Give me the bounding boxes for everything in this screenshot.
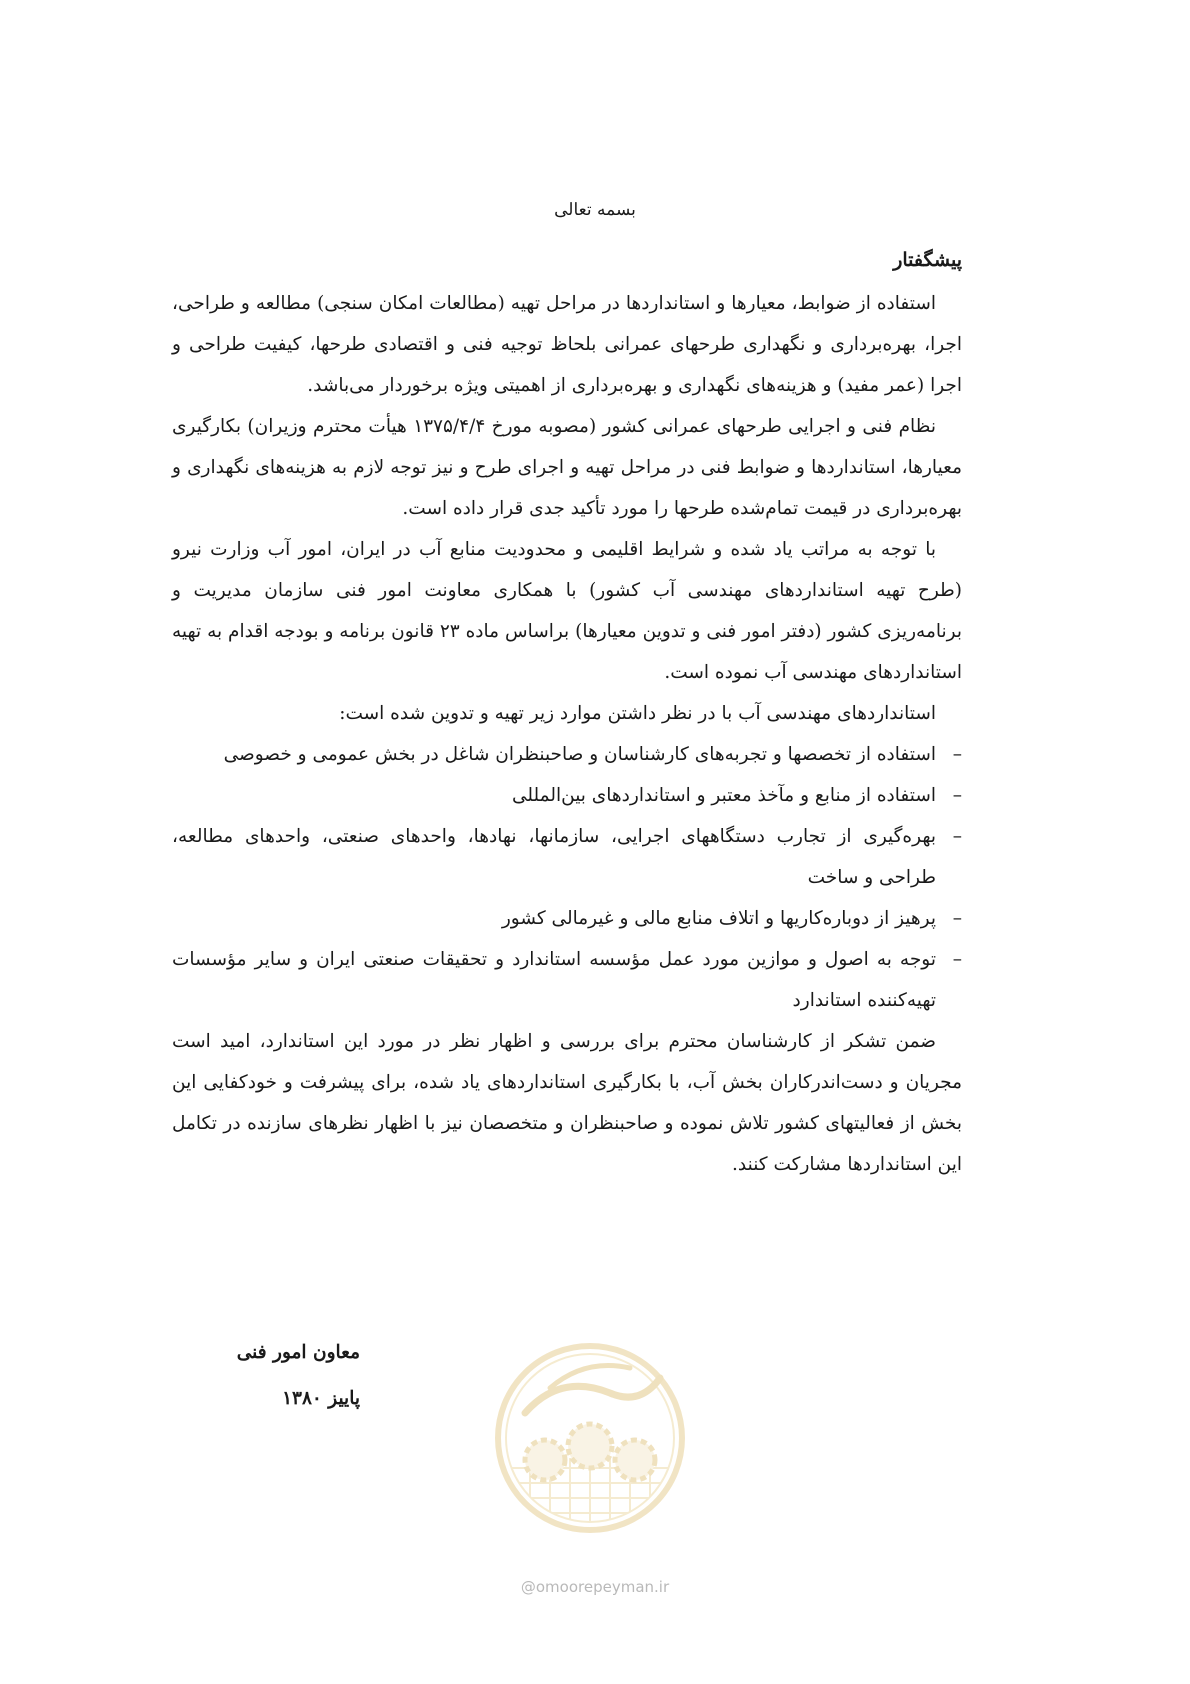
list-item (172, 816, 962, 898)
signature-date: پاییز ۱۳۸۰ (282, 1388, 360, 1409)
bullet-marker: – (952, 744, 962, 765)
bullet-marker: – (952, 908, 962, 929)
bullet-marker: – (952, 785, 962, 806)
list-item-text: توجه به اصول و موازین مورد عمل مؤسسه استاندارد و تحقیقات صنعتی ایران و سایر مؤسسات تهیه‌کننده استاندارد (172, 949, 936, 1011)
bismillah-header: بسمه تعالی (554, 200, 636, 220)
list-item-text: پرهیز از دوباره‌کاریها و اتلاف منابع مالی و غیرمالی کشور (501, 908, 936, 929)
paragraph-4: استانداردهای مهندسی آب با در نظر داشتن موارد زیر تهیه و تدوین شده است: (339, 703, 936, 724)
paragraph-3: با توجه به مراتب یاد شده و شرایط اقلیمی و محدودیت منابع آب در ایران، امور آب وزارت نیرو (طرح تهیه استانداردهای مهندسی آب کشور) با همکاری معاونت امور فنی سازمان مدیریت و برنامه‌ریزی کشور (دفتر امور فنی و تدوین معیارها) براساس ماده ۲۳ قانون برنامه و بودجه اقدام به تهیه استانداردهای مهندسی آب نموده است. (172, 539, 962, 683)
paragraph-2: نظام فنی و اجرایی طرحهای عمرانی کشور (مصوبه مورخ ۱۳۷۵/۴/۴ هیأت محترم وزیران) بکارگیری معیارها، استانداردها و ضوابط فنی در مراحل تهیه و اجرای طرح و نیز توجه لازم به هزینه‌های نگهداری و بهره‌برداری در قیمت تمام‌شده طرحها را مورد تأکید جدی قرار داده است. (172, 416, 962, 519)
list-item-text: استفاده از منابع و مآخذ معتبر و استانداردهای بین‌المللی (511, 785, 936, 806)
bullet-marker: – (952, 826, 962, 847)
list-item-text: استفاده از تخصصها و تجربه‌های کارشناسان و صاحبنظران شاغل در بخش عمومی و خصوصی (223, 744, 936, 765)
list-item (172, 775, 962, 816)
closing-paragraph: ضمن تشکر از کارشناسان محترم برای بررسی و اظهار نظر در مورد این استاندارد، امید است مجریان و دست‌اندرکاران بخش آب، با بکارگیری استانداردهای یاد شده، برای پیشرفت و خودکفایی این بخش از فعالیتهای کشور تلاش نموده و صاحبنظران و متخصصان نیز با اظهار نظرهای سازنده در تکامل این استانداردها مشارکت کنند. (172, 1031, 962, 1175)
signature-block (210, 1330, 360, 1422)
preface-heading: پیشگفتار (893, 249, 962, 271)
watermark-logo-icon (490, 1338, 690, 1538)
paragraph-1: استفاده از ضوابط، معیارها و استانداردها در مراحل تهیه (مطالعات امکان سنجی) مطالعه و طراحی، اجرا، بهره‌برداری و نگهداری طرحهای عمرانی بلحاظ توجیه فنی و اقتصادی طرحها، کیفیت طراحی و اجرا (عمر مفید) و هزینه‌های نگهداری و بهره‌برداری از اهمیتی ویژه برخوردار می‌باشد. (172, 293, 962, 396)
signature-title: معاون امور فنی (236, 1342, 360, 1363)
list-item-text: بهره‌گیری از تجارب دستگاههای اجرایی، سازمانها، نهادها، واحدهای صنعتی، واحدهای مطالعه، طراحی و ساخت (172, 826, 936, 888)
bullet-marker: – (952, 949, 962, 970)
list-item (172, 734, 962, 775)
list-item (172, 939, 962, 1021)
criteria-list (172, 734, 962, 1021)
watermark-url: @omoorepeyman.ir (520, 1578, 670, 1596)
preface-body (172, 240, 962, 1185)
list-item (172, 898, 962, 939)
